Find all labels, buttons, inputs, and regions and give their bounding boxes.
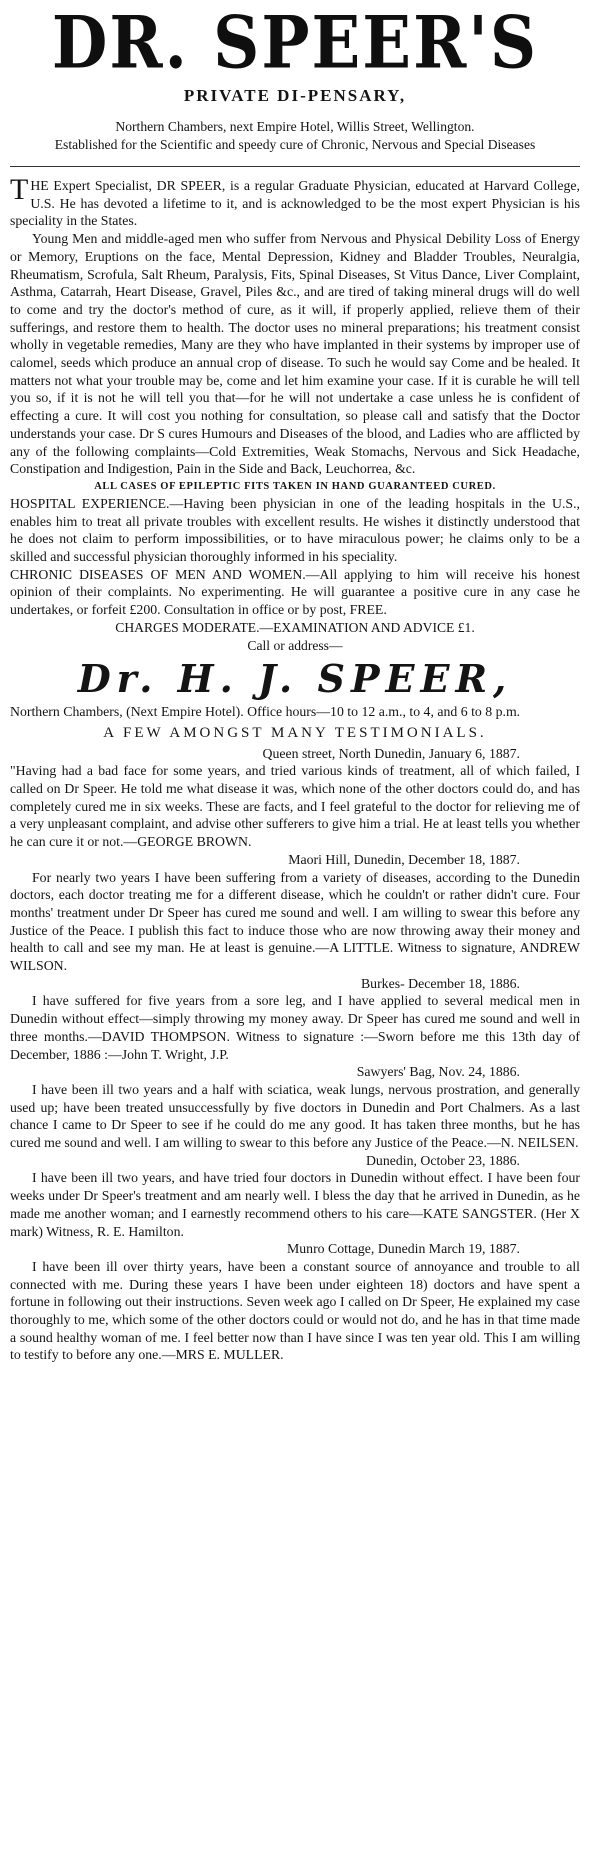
testimonial-text: For nearly two years I have been suffering from a variety of diseases, according to the Dunedin doctors, each doctor treating me for a different disease, which he couldn't or rather didn't cure. Four months' treatment under Dr Speer has cured me sound and well. I am willing to swear this before any Justice of the Peace. I publish this fact to induce those who are now throwing away their money and health to call and see my man. He at least is genuine.—A LITTLE. Witness to signature, ANDREW WILSON. <box>10 869 580 974</box>
testimonial <box>10 975 580 1064</box>
conditions-paragraph: Young Men and middle-aged men who suffer from Nervous and Physical Debility Loss of Energy or Memory, Eruptions on the face, Mental Depression, Kidney and Bladder Troubles, Neuralgia, Rheumatism, Scrofula, Salt Rheum, Paralysis, Fits, Spinal Diseases, St Vitus Dance, Liver Complaint, Asthma, Catarrah, Heart Disease, Gravel, Piles &c., and are tired of taking mineral drugs will do well to come and try the doctor's method of cure, as it will, if properly applied, relieve them of their sufferings, and restore them to health. The doctor uses no mineral preparations; his treatment consist wholly in vegetable remedies, Many are they who have implanted in their systems by improper use of calomel, seeds which produce an annual crop of disease. To such he would say Come and be healed. It matters not what your trouble may be, come and let him examine your case. If it is curable he will tell you so, if it is not he will tell you that—for he will not undertake a case unless he is confident of effecting a cure. It will cost you nothing for consultation, so please call and satisfy that the Doctor understands your case. Dr S cures Humours and Diseases of the blood, and Ladies who are afflicted by any of the following complaints—Cold Extremities, Weak Stomachs, Nervous and Sick Headache, Constipation and Indigestion, Pain in the Side and Back, Leuchorrea, &c. <box>10 231 580 477</box>
divider <box>10 166 580 167</box>
charges-line: CHARGES MODERATE.—EXAMINATION AND ADVICE £1. <box>115 619 475 635</box>
doctor-name: Dr. H. J. SPEER, <box>77 655 513 701</box>
dispensary-subhead: PRIVATE DI-PENSARY, <box>183 86 407 105</box>
testimonial <box>10 1063 580 1152</box>
testimonial-dateline: Dunedin, October 23, 1886. <box>365 1152 520 1168</box>
testimonial-dateline: Queen street, North Dunedin, January 6, 1887. <box>262 745 520 761</box>
masthead-title: DR. SPEER'S <box>51 1 539 86</box>
office-hours: Northern Chambers, (Next Empire Hotel). Office hours—10 to 12 a.m., to 4, and 6 to 8 p.m. <box>10 703 521 719</box>
testimonial <box>10 1240 580 1364</box>
testimonial-dateline: Sawyers' Bag, Nov. 24, 1886. <box>356 1064 520 1080</box>
testimonial-text: I have suffered for five years from a sore leg, and I have applied to several medical men in Dunedin without effect—simply throwing my money away. Dr Speer has cured me sound and well in three months.—DAVID THOMPSON. Witness to signature :—Sworn before me this 13th day of December, 1886 :—John T. Wright, J.P. <box>10 993 580 1062</box>
call-line: Call or address— <box>247 637 343 653</box>
testimonial <box>10 745 580 851</box>
testimonial-text: I have been ill two years and a half with sciatica, weak lungs, nervous prostration, and generally used up; have been treated unsuccessfully by five doctors in Dunedin and Port Chalmers. As a last chance I came to Dr Speer to see if he could do me any good. It has taken three months, but he has cured me sound and well. I am willing to swear to this before any Justice of the Peace.—N. NEILSEN. <box>10 1081 580 1151</box>
testimonial-dateline: Maori Hill, Dunedin, December 18, 1887. <box>288 851 520 867</box>
testimonial-dateline: Burkes- December 18, 1886. <box>360 975 520 991</box>
address-line: Northern Chambers, next Empire Hotel, Willis Street, Wellington. <box>115 119 475 134</box>
chronic-paragraph: CHRONIC DISEASES OF MEN AND WOMEN.—All applying to him will receive his honest opinion of their complaints. No experimenting. He will guarantee a positive cure in any case he undertakes, or forfeit £200. Consultation in office or by post, FREE. <box>10 566 580 618</box>
advert-body <box>10 173 580 1364</box>
intro-paragraph: THE Expert Specialist, DR SPEER, is a regular Graduate Physician, educated at Harvard College, U.S. He has devoted a lifetime to it, and is acknowledged to be the most expert Physician is his speciality in the States. <box>10 173 580 229</box>
testimonial-text: I have been ill two years, and have tried four doctors in Dunedin without effect. I have been four weeks under Dr Speer's treatment and am nearly well. I bless the day that he arrived in Dunedin, as he made me another woman; and I earnestly recommend others to his care—KATE SANGSTER. (Her X mark) Witness, R. E. Hamilton. <box>10 1170 580 1239</box>
testimonial-text: I have been ill over thirty years, have been a constant source of annoyance and trouble to all connected with me. During these years I have been under eighteen 18) doctors and have spent a fortune in following out their instructions. Seven week ago I called on Dr Speer, He explained my case thoroughly to me, which some of the other doctors could or would not do, and he has in that time made a sound healthy woman of me. I feel better now than I have since I was ten year old. This I am willing to testify to before any one.—MRS E. MULLER. <box>10 1258 580 1363</box>
testimonial <box>10 851 580 975</box>
hospital-paragraph: HOSPITAL EXPERIENCE.—Having been physician in one of the leading hospitals in the U.S., enables him to treat all private troubles with excellent results. He wishes it distinctly understood that he does not claim to perform impossibilities, or to have miraculous power; he claims only to be a skilled and successful physician thoroughly informed in his speciality. <box>10 495 580 565</box>
epileptic-notice: ALL CASES OF EPILEPTIC FITS TAKEN IN HAND GUARANTEED CURED. <box>94 480 496 492</box>
established-line: Established for the Scientific and speedy cure of Chronic, Nervous and Special Diseases <box>54 137 536 152</box>
testimonials-title: A FEW AMONGST MANY TESTIMONIALS. <box>103 724 487 741</box>
testimonial <box>10 1152 580 1241</box>
testimonial-dateline: Munro Cottage, Dunedin March 19, 1887. <box>287 1241 520 1257</box>
testimonial-text: "Having had a bad face for some years, and tried various kinds of treatment, all of which failed, I called on Dr Speer. He told me what disease it was, which none of the other doctors could do, and has completely cured me in six weeks. These are facts, and I feel grateful to the doctor for relieving me of a very unpleasant complaint, and advise other sufferers to give him a trial. He at least tells you whether he can cure it or not.—GEORGE BROWN. <box>10 763 580 850</box>
